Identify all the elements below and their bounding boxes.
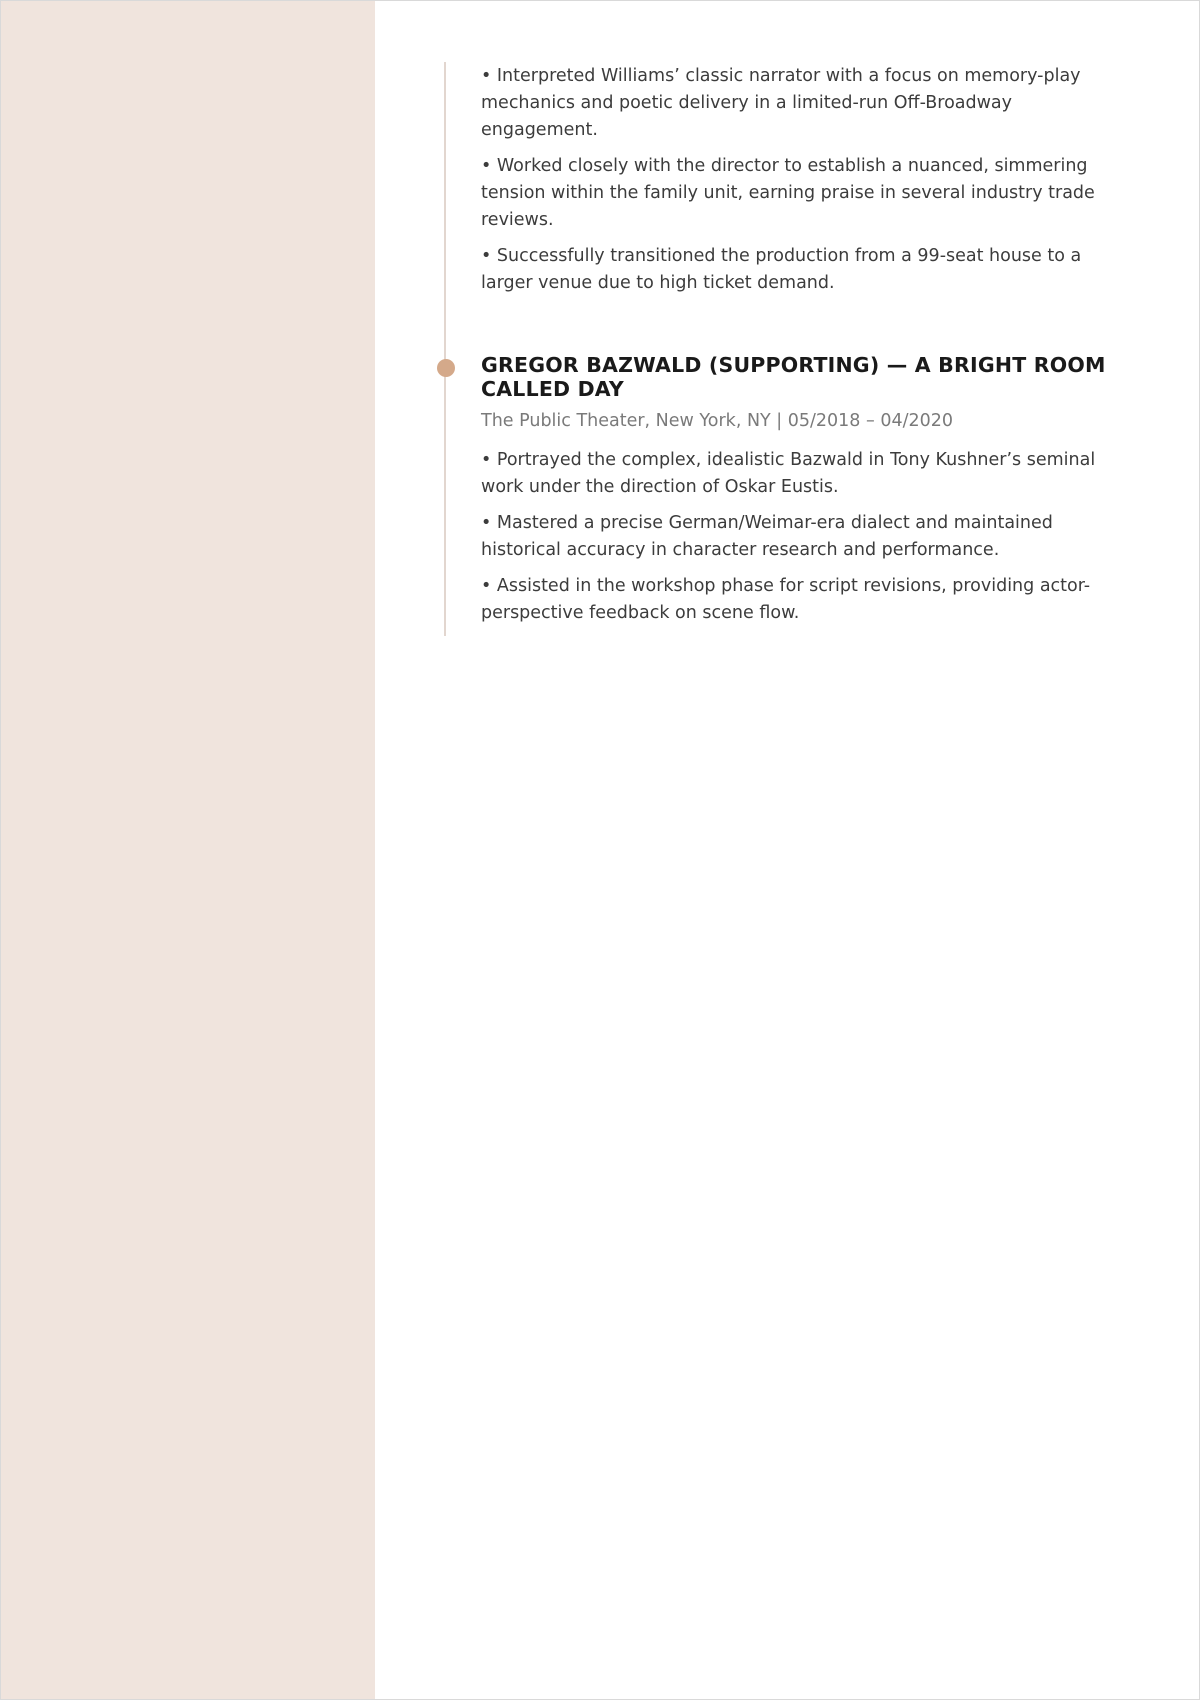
timeline-dot xyxy=(437,359,455,377)
experience-entry xyxy=(481,353,1131,636)
experience-entry xyxy=(481,63,1131,306)
role-title: GREGOR BAZWALD (SUPPORTING) — A BRIGHT ROOM CALLED DAY xyxy=(481,353,1106,401)
role-meta: The Public Theater, New York, NY | 05/2018 – 04/2020 xyxy=(481,411,954,431)
experience-bullet: • Successfully transitioned the production from a 99-seat house to a larger venue due to high ticket demand. xyxy=(481,246,1082,293)
timeline-line xyxy=(444,62,446,636)
experience-bullet: • Portrayed the complex, idealistic Bazwald in Tony Kushner’s seminal work under the direction of Oskar Eustis. xyxy=(481,450,1096,497)
experience-bullet: • Assisted in the workshop phase for script revisions, providing actor-perspective feedback on scene flow. xyxy=(481,576,1091,623)
experience-bullet: • Mastered a precise German/Weimar-era dialect and maintained historical accuracy in character research and performance. xyxy=(481,513,1053,560)
sidebar-panel xyxy=(1,1,375,1699)
experience-bullet: • Worked closely with the director to establish a nuanced, simmering tension within the family unit, earning praise in several industry trade reviews. xyxy=(481,156,1095,230)
main-content xyxy=(375,1,1199,1699)
experience-bullet: • Interpreted Williams’ classic narrator with a focus on memory-play mechanics and poetic delivery in a limited-run Off-Broadway engagement. xyxy=(481,66,1081,140)
